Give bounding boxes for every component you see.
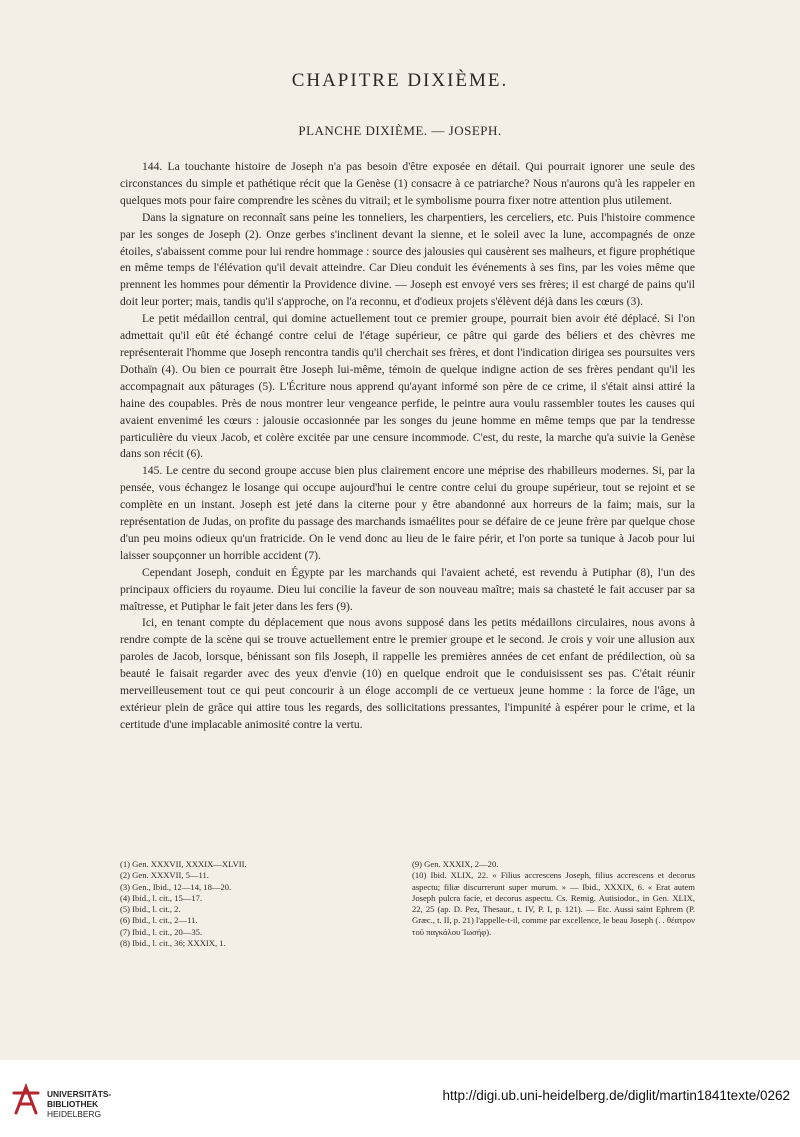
plate-subtitle: PLANCHE DIXIÈME. — JOSEPH. <box>298 123 502 138</box>
footnote: (8) Ibid., l. cit., 36; XXXIX, 1. <box>120 938 226 949</box>
chapter-title: CHAPITRE DIXIÈME. <box>291 70 509 91</box>
footnote: (4) Ibid., l. cit., 15—17. <box>120 892 203 903</box>
body-text <box>120 159 695 734</box>
paragraph: Cependant Joseph, conduit en Égypte par les marchands qui l'avaient acheté, est revendu à Putiphar (8), l'un des principaux officiers du royaume. Dieu lui concilie la faveur de son nouveau maître; mais sa chasteté le fait accuser par sa maîtresse, et Putiphar le fait jeter dans les fers (9). <box>120 565 695 613</box>
footnote: (7) Ibid., l. cit., 20—35. <box>120 926 203 937</box>
paragraph: Dans la signature on reconnaît sans peine les tonneliers, les charpentiers, les cerceliers, etc. Puis l'histoire commence par les songes de Joseph (2). Onze gerbes s'inclinent devant la sienne, et le soleil avec la lune, accompagnés de onze étoiles, s'abaissent comme pour lui rendre hommage : source des jalousies qui causèrent ses malheurs, et figure prophétique en même temps de l'élévation qu'il devait atteindre. Car Dieu conduit les événements à ses fins, par les voies même que prennent les hommes pour démentir la Providence divine. — Joseph est envoyé vers ses frères; il est chargé de pains qu'il doit leur porter; mais, tandis qu'il s'approche, on l'a reconnu, et d'odieux projets s'élèvent déjà dans les cœurs (3). <box>120 210 695 309</box>
footnote: (6) Ibid., l. cit., 2—11. <box>120 915 198 926</box>
library-logo-icon <box>12 1083 40 1117</box>
footer-bar <box>0 1060 800 1137</box>
footnotes-right-column <box>412 859 695 938</box>
footnote: (10) Ibid. XLIX, 22. « Filius accrescens Joseph, filius accrescens et decorus aspectu; filiæ discurrerunt super murum. » — Ibid., XXXIX, 6. « Erat autem Joseph pulcra facie, et decorus aspectu. Cs. Remig. Autisiodor., in Gen. XLIX, 22, 25 (ap. D. Pez, Thesaur., t. IV, P. I, p. 121). — Etc. Aussi saint Ephrem (P. Græc., t. II, p. 21) l'appelle-t-il, comme par excellence, le beau Joseph (. . θέατρον τοῦ παγκάλου Ἰωσήφ). <box>412 870 695 937</box>
paragraph: Ici, en tenant compte du déplacement que nous avons supposé dans les petits médaillons circulaires, nous avons à rendre compte de la scène qui se trouve actuellement entre le premier groupe et le second. Je crois y voir une allusion aux paroles de Jacob, lorsque, bénissant son fils Joseph, il rappelle les premières années de cet enfant de prédilection, où sa beauté le faisait regarder avec des yeux d'envie (10) en quelque endroit que le conduisissent ses pas. C'était réunir merveilleusement tout ce qui peut concourir à un éloge accompli de ce vertueux jeune homme : la force de l'âge, un extérieur plein de grâce qui attire tous les regards, des sollicitations pressantes, l'impunité à espérer pour le crime, et la certitude d'une implacable animosité contre la vertu. <box>120 616 695 731</box>
paragraph: 144. La touchante histoire de Joseph n'a pas besoin d'être exposée en détail. Qui pourrait ignorer une seule des circonstances du simple et pathétique récit que la Genèse (1) consacre à ce patriarche? Nous n'aurons qu'à les rappeler en quelques mots pour faire comprendre les scènes du vitrail; et le symbolisme pourra fixer notre attention plus utilement. <box>120 160 695 207</box>
footnote: (2) Gen. XXXVII, 5—11. <box>120 870 209 881</box>
paragraph: Le petit médaillon central, qui domine actuellement tout ce premier groupe, pourrait bien avoir été déplacé. Si l'on admettait qu'il eût été échangé contre celui de l'étage supérieur, ce pâtre qui garde des béliers et des chèvres me représenterait l'homme que Joseph rencontra tandis qu'il cherchait ses frères, et dont l'indication dirigea ses poursuites vers Dothaïn (4). Ou bien ce pourrait être Joseph lui-même, témoin de quelque indigne action de ses frères pendant qu'il les accompagnait aux pâturages (5). L'Écriture nous apprend qu'ayant informé son père de ce crime, il s'était ainsi attiré la haine des coupables. Près de nous montrer leur vengeance perfide, le peintre aura voulu rassembler toutes les causes qui avaient envenimé les cœurs : jalousie occasionnée par les songes du jeune homme en même temps que par la tendresse particulière du vieux Jacob, et colère excitée par une censure incommode. C'est, du reste, la marche qu'a suivie la Genèse dans son récit (6). <box>120 312 695 461</box>
footnote: (9) Gen. XXXIX, 2—20. <box>412 859 499 869</box>
library-name: UNIVERSITÄTS- BIBLIOTHEK HEIDELBERG <box>47 1089 112 1119</box>
footnote: (3) Gen., Ibid., 12—14, 18—20. <box>120 881 232 892</box>
footnote: (1) Gen. XXXVII, XXXIX—XLVII. <box>120 859 247 869</box>
paragraph: 145. Le centre du second groupe accuse bien plus clairement encore une méprise des rhabilleurs modernes. Si, par la pensée, vous échangez le losange qui occupe aujourd'hui le centre contre celui du groupe supérieur, tout se rejoint et se complète en un instant. Joseph est jeté dans la citerne pour y être abandonné aux horreurs de la faim; mais, sur la représentation de Judas, on profite du passage des marchands ismaélites pour se défaire de ce jeune frère par quelque chose d'un peu moins odieux qu'un fratricide. On le vend donc au lieu de le faire périr, et l'on porte sa tunique à Jacob pour lui laisser soupçonner un horrible accident (7). <box>120 464 695 562</box>
footnote: (5) Ibid., l. cit., 2. <box>120 904 181 915</box>
permalink-url[interactable]: http://digi.ub.uni-heidelberg.de/diglit/martin1841texte/0262 <box>442 1088 790 1103</box>
footnotes-left-column <box>120 859 375 949</box>
